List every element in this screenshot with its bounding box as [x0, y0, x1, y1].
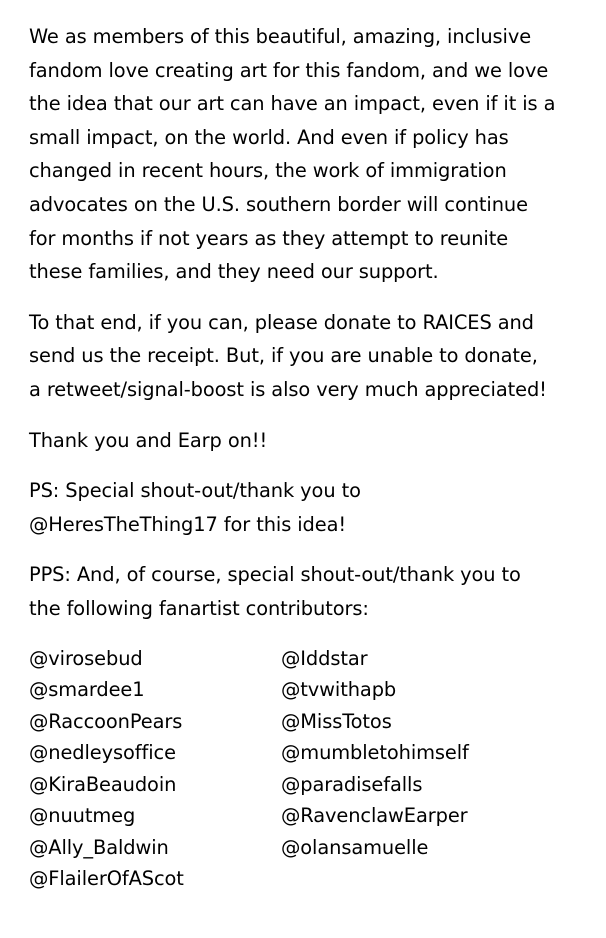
text-line: PS: Special shout-out/thank you to	[29, 479, 361, 503]
contributor-handle: @nedleysoffice	[29, 741, 176, 764]
text-line: Thank you and Earp on!!	[29, 428, 268, 452]
text-line: @HeresTheThing17 for this idea!	[29, 512, 347, 536]
contributor-handle: @tvwithapb	[281, 678, 397, 701]
contributor-handle: @KiraBeaudoin	[29, 772, 177, 796]
contributors-column-left	[29, 643, 281, 895]
ps-paragraph	[29, 474, 596, 541]
thanks-paragraph	[29, 424, 596, 458]
text-line: small impact, on the world. And even if policy has	[29, 125, 509, 149]
text-line: these families, and they need our support.	[29, 260, 439, 284]
contributor-handle: @nuutmeg	[29, 804, 136, 827]
pps-paragraph	[29, 558, 596, 625]
text-line: advocates on the U.S. southern border will continue	[29, 192, 528, 216]
text-line: the following fanartist contributors:	[29, 596, 369, 620]
contributor-handle: @MissTotos	[281, 709, 392, 733]
contributor-handle: @RavenclawEarper	[281, 804, 468, 827]
text-line: changed in recent hours, the work of immigration	[29, 159, 507, 183]
text-line: fandom love creating art for this fandom, and we love	[29, 58, 549, 82]
contributor-handle: @smardee1	[29, 678, 145, 701]
contributor-handle: @RaccoonPears	[29, 709, 183, 733]
contributors-column-right	[281, 643, 469, 895]
text-line: We as members of this beautiful, amazing, inclusive	[29, 25, 532, 48]
contributor-handle: @paradisefalls	[281, 772, 423, 796]
contributor-handle: @FlailerOfAScot	[29, 867, 184, 890]
text-line: To that end, if you can, please donate to RAICES and	[29, 310, 534, 334]
intro-paragraph	[29, 20, 596, 289]
text-line: PPS: And, of course, special shout-out/thank you to	[29, 563, 521, 587]
text-line: for months if not years as they attempt to reunite	[29, 226, 509, 250]
contributor-handle: @virosebud	[29, 646, 143, 670]
text-line: send us the receipt. But, if you are unable to donate,	[29, 344, 538, 368]
contributor-handle: @mumbletohimself	[281, 741, 469, 764]
contributors-list	[29, 643, 596, 895]
contributor-handle: @olansamuelle	[281, 835, 429, 859]
contributor-handle: @Iddstar	[281, 646, 368, 670]
text-line: a retweet/signal-boost is also very much appreciated!	[29, 377, 547, 401]
contributor-handle: @Ally_Baldwin	[29, 835, 169, 859]
donation-paragraph	[29, 306, 596, 407]
text-line: the idea that our art can have an impact, even if it is a	[29, 92, 556, 116]
